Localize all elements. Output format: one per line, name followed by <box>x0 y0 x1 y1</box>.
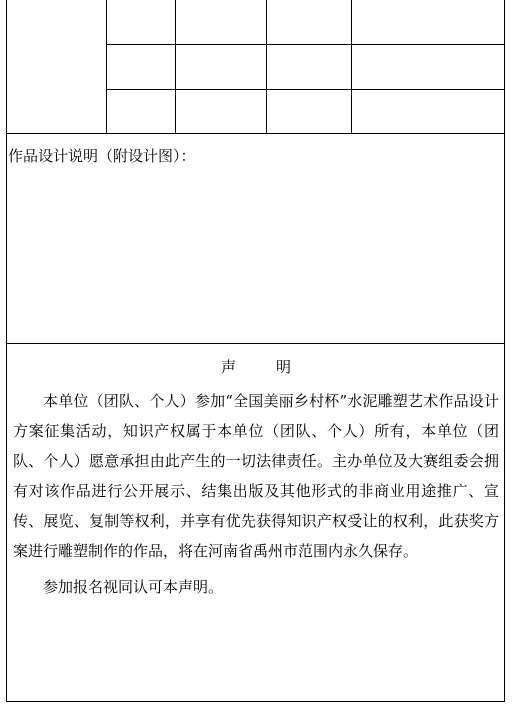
table-cell[interactable] <box>107 90 175 133</box>
declaration-paragraph: 本单位（团队、个人）参加“全国美丽乡村杯”水泥雕塑艺术作品设计方案征集活动，知识产权属于本单位（团队、个人）所有，本单位（团队、个人）愿意承担由此产生的一切法律责任。主办单位及大赛组委会拥有对该作品进行公开展示、结集出版及其他形式的非商业用途推广、宣传、展览、复制等权利，并享有优先获得知识产权受让的权利，此获奖方案进行雕塑制作的作品，将在河南省禹州市范围内永久保存。 <box>13 392 499 560</box>
table-cell[interactable] <box>176 90 266 133</box>
declaration-paragraph: 参加报名视同认可本声明。 <box>43 578 224 596</box>
table-cell[interactable] <box>176 0 266 44</box>
table-cell[interactable] <box>267 0 351 44</box>
table-cell[interactable] <box>352 90 504 133</box>
declaration-title: 声明 <box>220 358 331 376</box>
declaration-body <box>13 386 499 602</box>
table-cell[interactable] <box>176 45 266 89</box>
table-cell[interactable] <box>352 0 504 44</box>
design-description-label: 作品设计说明（附设计图）： <box>8 147 196 165</box>
table-cell[interactable] <box>267 45 351 89</box>
table-cell[interactable] <box>352 45 504 89</box>
info-table <box>7 0 504 134</box>
table-cell[interactable] <box>107 45 175 89</box>
table-cell[interactable] <box>107 0 175 44</box>
table-cell[interactable] <box>267 90 351 133</box>
